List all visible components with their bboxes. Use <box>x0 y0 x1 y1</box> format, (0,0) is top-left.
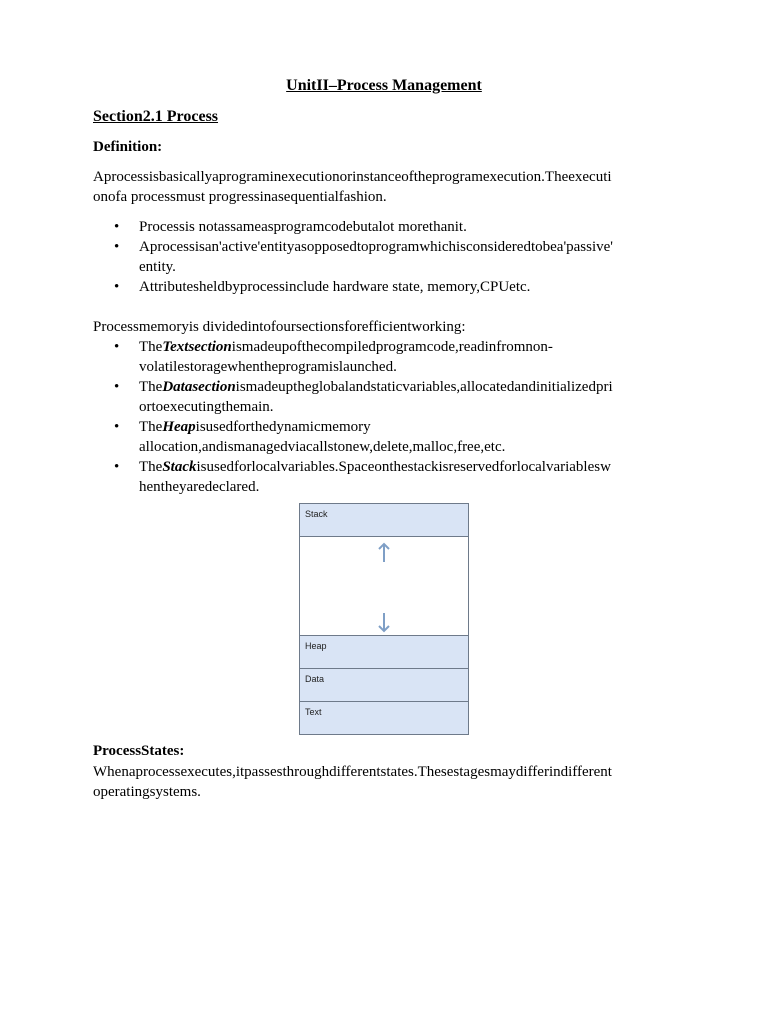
section-heading: Section2.1 Process <box>93 108 219 125</box>
bullet-icon: • <box>114 379 120 395</box>
process-states-paragraph <box>93 762 677 802</box>
bullet-icon: • <box>114 419 120 435</box>
bullet-text: isusedforthedynamicmemory <box>195 419 371 435</box>
definition-line-1: Aprocessisbasicallyaprograminexecutionorinstanceoftheprogramexecution.Theexecuti <box>93 169 612 185</box>
bullet-text-cont: ortoexecutingthemain. <box>139 399 274 415</box>
diagram-segment-data: Data <box>300 669 468 702</box>
list-item <box>93 457 683 497</box>
states-line-1: Whenaprocessexecutes,itpassesthroughdifferentstates.Thesestagesmaydifferindifferent <box>93 764 612 780</box>
bullet-text: Processis notassameasprogramcodebutalot morethanit. <box>139 219 467 235</box>
bullet-icon: • <box>114 219 120 235</box>
list-item <box>93 277 683 297</box>
bullet-icon: • <box>114 339 120 355</box>
term-data-section: Datasection <box>162 379 236 395</box>
process-states-heading: ProcessStates: <box>93 743 185 759</box>
bullet-text: ismadeuptheglobalandstaticvariables,allocatedandinitializedpri <box>235 379 613 395</box>
bullet-text: ismadeupofthecompiledprogramcode,readinfromnon- <box>231 339 553 355</box>
process-bullet-list <box>93 217 683 297</box>
list-item <box>93 377 683 417</box>
bullet-prefix: The <box>139 419 163 435</box>
term-heap: Heap <box>162 419 196 435</box>
bullet-prefix: The <box>139 459 163 475</box>
list-item <box>93 417 683 457</box>
list-item <box>93 337 683 377</box>
bullet-text-cont: volatilestoragewhentheprogramislaunched. <box>139 359 397 375</box>
list-item <box>93 217 683 237</box>
bullet-text: Aprocessisan'active'entityasopposedtoprogramwhichisconsideredtobea'passive' <box>139 239 614 255</box>
page-title: UnitII–Process Management <box>286 77 482 94</box>
term-stack: Stack <box>162 459 197 475</box>
diagram-segment-stack: Stack <box>300 504 468 537</box>
memory-bullet-list <box>93 337 683 497</box>
bullet-icon: • <box>114 459 120 475</box>
diagram-free-space <box>300 537 468 636</box>
definition-paragraph <box>93 167 677 207</box>
memory-intro: Processmemoryis dividedintofoursectionsforefficientworking: <box>93 319 466 335</box>
bullet-prefix: The <box>139 379 163 395</box>
arrow-down-icon <box>374 612 394 634</box>
definition-heading: Definition: <box>93 139 163 155</box>
bullet-icon: • <box>114 279 120 295</box>
definition-line-2: onofa processmust progressinasequentialfashion. <box>93 189 387 205</box>
bullet-prefix: The <box>139 339 163 355</box>
bullet-text: Attributesheldbyprocessinclude hardware state, memory,CPUetc. <box>139 279 531 295</box>
bullet-icon: • <box>114 239 120 255</box>
states-line-2: operatingsystems. <box>93 784 201 800</box>
diagram-segment-text: Text <box>300 702 468 734</box>
process-memory-diagram <box>299 503 469 735</box>
bullet-text-cont: allocation,andismanagedviacallstonew,delete,malloc,free,etc. <box>139 439 506 455</box>
diagram-segment-heap: Heap <box>300 636 468 669</box>
bullet-text-cont: entity. <box>139 259 176 275</box>
list-item <box>93 237 683 277</box>
arrow-up-icon <box>374 541 394 563</box>
bullet-text: isusedforlocalvariables.Spaceonthestackisreservedforlocalvariablesw <box>196 459 611 475</box>
term-text-section: Textsection <box>162 339 232 355</box>
bullet-text-cont: hentheyaredeclared. <box>139 479 260 495</box>
